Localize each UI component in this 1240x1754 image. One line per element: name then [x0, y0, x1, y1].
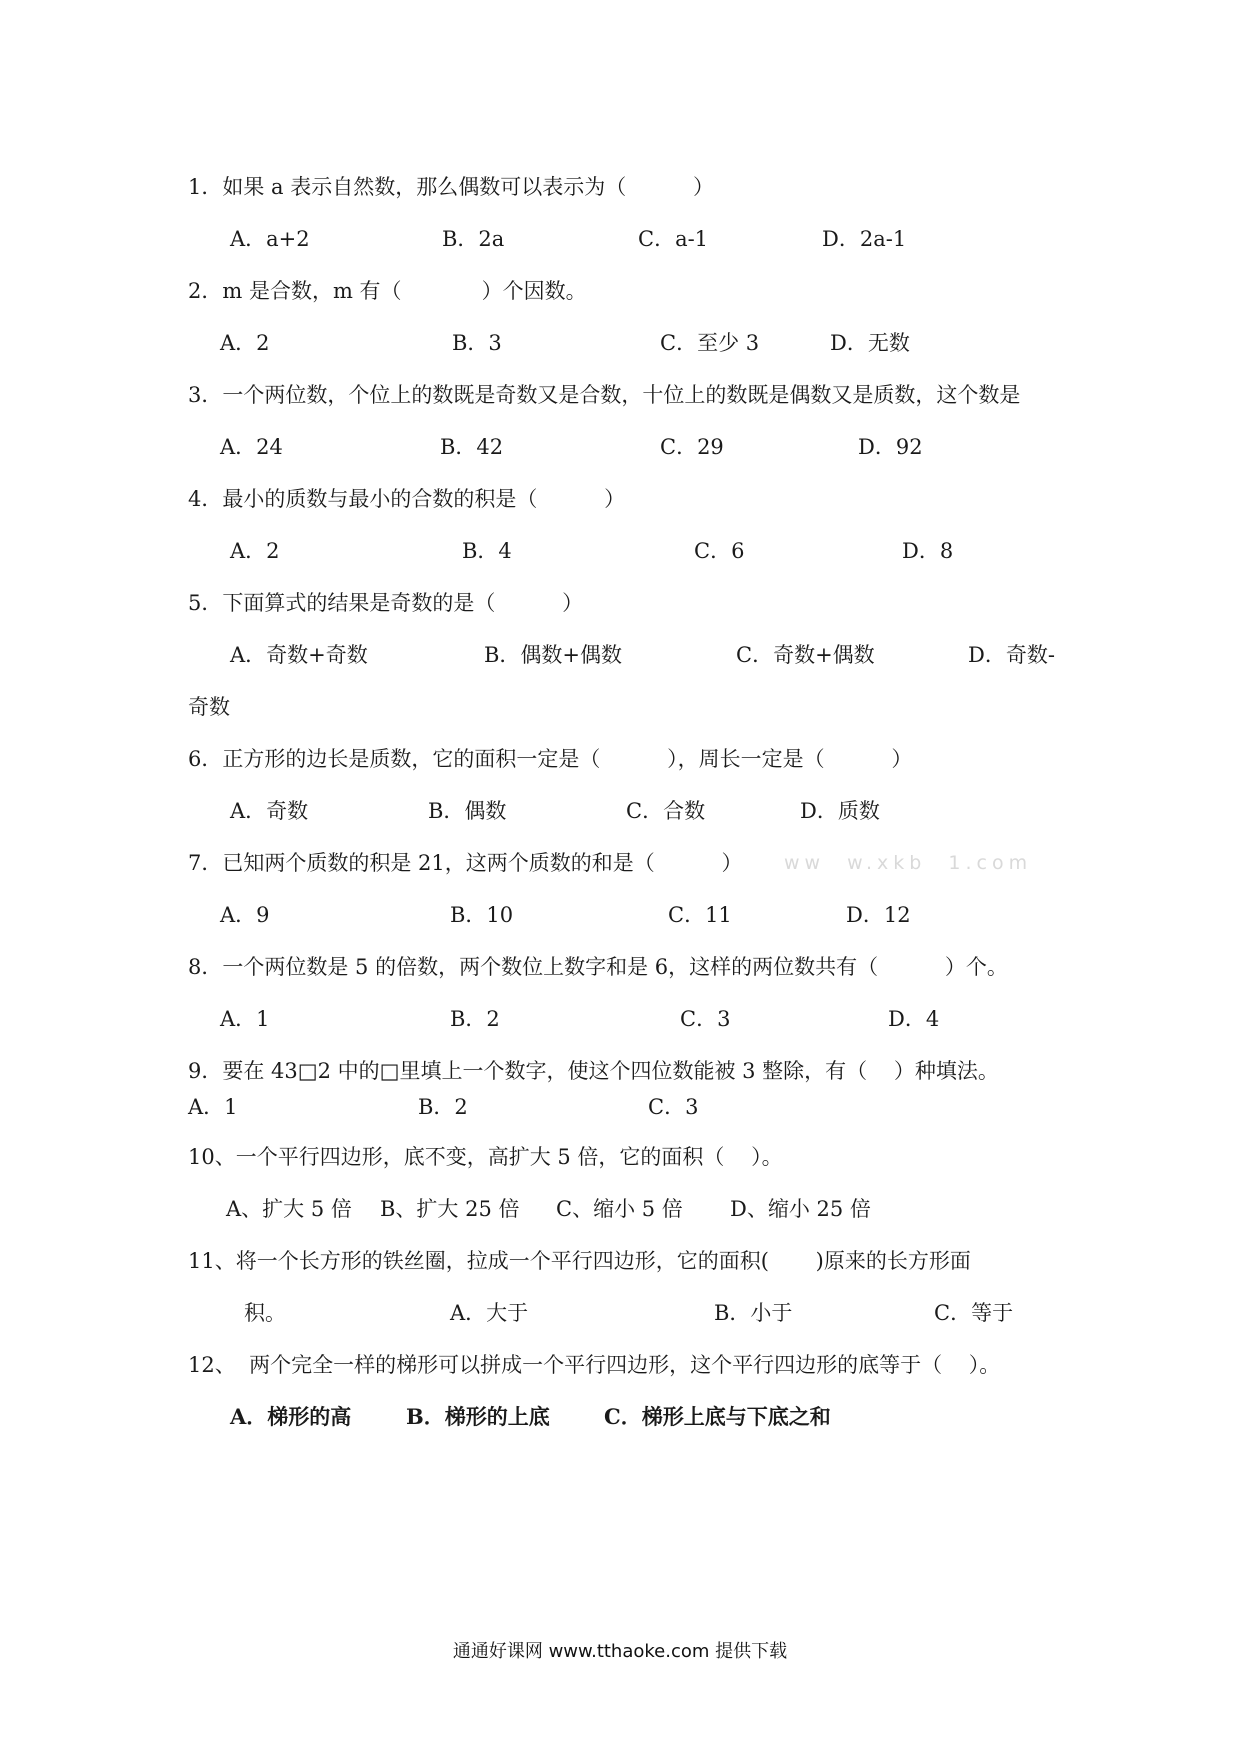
- option-b: B．2a: [442, 227, 505, 251]
- option-d: D．8: [902, 539, 954, 563]
- option-b: B．42: [440, 435, 504, 459]
- option-b: B．10: [450, 903, 514, 927]
- option-a: A．1: [188, 1095, 238, 1119]
- option-a: A．2: [220, 331, 270, 355]
- option-a: A．奇数: [230, 799, 309, 823]
- option-b: B．2: [450, 1007, 500, 1031]
- option-b: B．梯形的上底: [406, 1404, 550, 1429]
- option-d: D．质数: [800, 799, 880, 823]
- question-2-options: [0, 330, 1240, 356]
- option-a: A、扩大 5 倍: [226, 1197, 352, 1221]
- option-b: B．4: [462, 539, 512, 563]
- question-10-stem: 10、一个平行四边形，底不变，高扩大 5 倍，它的面积（ ）。: [188, 1145, 783, 1169]
- option-a: A．奇数+奇数: [230, 643, 368, 667]
- option-c: C．合数: [626, 799, 706, 823]
- option-c: C．3: [648, 1095, 699, 1119]
- footer-credit: 通通好课网 www.tthaoke.com 提供下载: [452, 1641, 788, 1662]
- option-d: D．无数: [830, 331, 910, 355]
- question-8-options: [0, 1006, 1240, 1032]
- question-11-options: [0, 1300, 1240, 1326]
- option-b: B．3: [452, 331, 502, 355]
- question-5-continuation: 奇数: [188, 695, 230, 719]
- question-9-options: [0, 1094, 1240, 1120]
- option-c: C．3: [680, 1007, 731, 1031]
- question-11-stem: 11、将一个长方形的铁丝圈，拉成一个平行四边形，它的面积( )原来的长方形面: [188, 1249, 971, 1273]
- option-c: C．6: [694, 539, 745, 563]
- question-5-options: [0, 642, 1240, 668]
- option-c: C、缩小 5 倍: [556, 1197, 683, 1221]
- question-1-stem: 1．如果 a 表示自然数，那么偶数可以表示为（ ）: [188, 175, 714, 199]
- option-c: C．a-1: [638, 227, 709, 251]
- question-5-stem: 5．下面算式的结果是奇数的是（ ）: [188, 591, 584, 615]
- option-c: C．梯形上底与下底之和: [604, 1404, 831, 1429]
- option-c: C．等于: [934, 1301, 1014, 1325]
- option-b: B．偶数+偶数: [484, 643, 623, 667]
- option-a: A．1: [220, 1007, 270, 1031]
- option-d: D、缩小 25 倍: [730, 1197, 871, 1221]
- question-11-continuation: 积。: [244, 1301, 286, 1325]
- option-d: D．2a-1: [822, 227, 907, 251]
- question-6-options: [0, 798, 1240, 824]
- option-b: B．2: [418, 1095, 468, 1119]
- question-4-options: [0, 538, 1240, 564]
- question-12-stem: 12、 两个完全一样的梯形可以拼成一个平行四边形，这个平行四边形的底等于（ ）。: [188, 1353, 1001, 1377]
- question-7-stem: 7．已知两个质数的积是 21，这两个质数的和是（ ）: [188, 851, 743, 875]
- option-a: A．24: [220, 435, 283, 459]
- question-7-options: [0, 902, 1240, 928]
- option-d: D．奇数-: [968, 643, 1055, 667]
- option-a: A．梯形的高: [230, 1404, 352, 1429]
- option-d: D．92: [858, 435, 923, 459]
- option-c: C．至少 3: [660, 331, 760, 355]
- option-a: A．2: [230, 539, 280, 563]
- option-d: D．12: [846, 903, 911, 927]
- question-8-stem: 8．一个两位数是 5 的倍数，两个数位上数字和是 6，这样的两位数共有（ ）个。: [188, 955, 1008, 979]
- option-c: C．奇数+偶数: [736, 643, 875, 667]
- question-4-stem: 4．最小的质数与最小的合数的积是（ ）: [188, 487, 626, 511]
- question-6-stem: 6．正方形的边长是质数，它的面积一定是（ ），周长一定是（ ）: [188, 747, 913, 771]
- option-a: A．a+2: [230, 227, 310, 251]
- option-d: D．4: [888, 1007, 940, 1031]
- option-a: A．9: [220, 903, 270, 927]
- question-3-stem: 3．一个两位数，个位上的数既是奇数又是合数，十位上的数既是偶数又是质数，这个数是: [188, 383, 1021, 407]
- watermark: ww w.xkb 1.com: [784, 852, 1033, 874]
- option-c: C．11: [668, 903, 732, 927]
- question-10-options: [0, 1196, 1240, 1222]
- question-1-options: [0, 226, 1240, 252]
- option-c: C．29: [660, 435, 724, 459]
- question-2-stem: 2．m 是合数，m 有（ ）个因数。: [188, 279, 587, 303]
- option-b: B．小于: [714, 1301, 793, 1325]
- option-a: A．大于: [450, 1301, 529, 1325]
- option-b: B．偶数: [428, 799, 507, 823]
- question-9-stem: 9．要在 43□2 中的□里填上一个数字，使这个四位数能被 3 整除，有（ ）种填法。: [188, 1059, 999, 1083]
- option-b: B、扩大 25 倍: [380, 1197, 520, 1221]
- question-3-options: [0, 434, 1240, 460]
- question-12-options: [0, 1404, 1240, 1430]
